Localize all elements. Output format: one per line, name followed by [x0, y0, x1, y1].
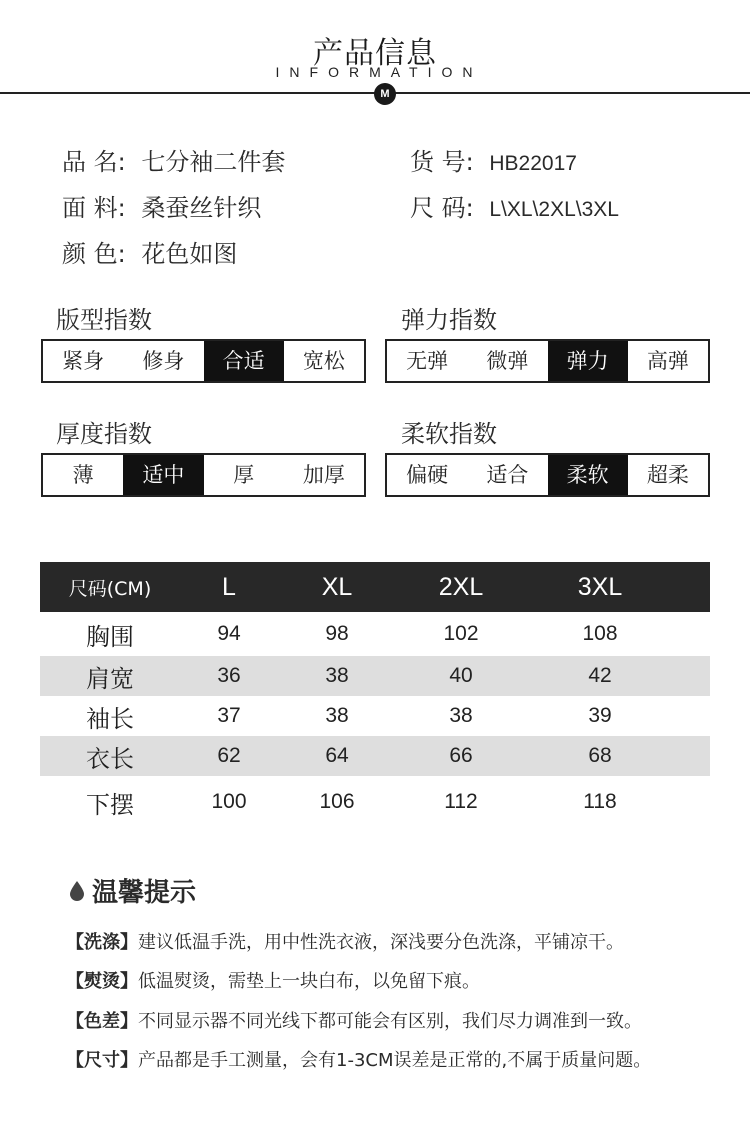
table-cell: 64	[325, 744, 349, 767]
fabric-value: 桑蚕丝针织	[141, 194, 262, 222]
elasticity-index-option: 无弹	[406, 349, 449, 373]
table-cell: 38	[449, 704, 473, 727]
row-label: 肩宽	[86, 664, 134, 693]
page-title: 产品信息	[313, 36, 437, 71]
thickness-index-option: 适中	[123, 455, 203, 495]
table-cell: 40	[449, 664, 473, 687]
size-value: L\XL\2XL\3XL	[489, 198, 619, 221]
table-cell: 39	[588, 704, 612, 727]
thickness-index-title: 厚度指数	[56, 420, 152, 448]
size-label: 尺 码:	[410, 194, 474, 222]
softness-index-scale	[385, 453, 710, 497]
table-cell: 118	[583, 790, 617, 813]
tip-key: 【色差】	[66, 1011, 138, 1032]
tips-heading	[68, 872, 196, 909]
table-row	[40, 736, 710, 776]
elasticity-index-option: 弹力	[548, 341, 628, 381]
softness-index-option: 偏硬	[406, 463, 449, 487]
size-chart-header-cell: 2XL	[438, 572, 484, 601]
color-value: 花色如图	[141, 240, 238, 268]
tip-ironing	[66, 967, 480, 993]
row-label: 下摆	[86, 790, 134, 819]
size-chart-header-cell: XL	[321, 572, 353, 601]
size-chart-header-cell: 3XL	[577, 572, 623, 601]
table-cell: 68	[588, 744, 612, 767]
table-cell: 36	[217, 664, 241, 687]
tip-key: 【尺寸】	[66, 1050, 138, 1071]
tip-washing	[66, 928, 624, 954]
size-row	[410, 188, 619, 223]
color-label: 颜 色:	[62, 240, 126, 268]
size-chart-header-cell: L	[222, 572, 236, 601]
fit-index-option: 宽松	[302, 349, 345, 373]
table-cell: 98	[325, 622, 349, 645]
table-cell: 106	[319, 790, 355, 813]
product-name-row	[62, 142, 285, 177]
table-cell: 42	[588, 664, 612, 687]
table-row	[40, 656, 710, 696]
item-number-label: 货 号:	[410, 148, 474, 176]
thickness-index-option: 加厚	[302, 463, 345, 487]
table-cell: 94	[217, 622, 241, 645]
fabric-row	[62, 188, 261, 223]
fit-index-scale	[41, 339, 366, 383]
size-chart-header	[40, 562, 710, 612]
table-row	[40, 696, 710, 736]
table-cell: 66	[449, 744, 473, 767]
tip-color-difference	[66, 1007, 642, 1033]
fit-index-option: 合适	[204, 341, 284, 381]
table-cell: 100	[211, 790, 247, 813]
softness-index-option: 超柔	[646, 463, 689, 487]
row-label: 袖长	[86, 704, 134, 733]
fit-index-option: 紧身	[62, 349, 105, 373]
tip-key: 【洗涤】	[66, 932, 138, 953]
table-cell: 38	[325, 664, 349, 687]
thickness-index-scale	[41, 453, 366, 497]
tip-key: 【熨烫】	[66, 971, 138, 992]
color-row	[62, 234, 237, 269]
tips-title: 温馨提示	[92, 878, 197, 908]
table-cell: 62	[217, 744, 241, 767]
softness-index-option: 柔软	[548, 455, 628, 495]
header-badge: M	[374, 83, 396, 105]
table-cell: 38	[325, 704, 349, 727]
tip-text: 不同显示器不同光线下都可能会有区别，我们尽力调准到一致。	[138, 1011, 642, 1032]
row-label: 衣长	[86, 744, 134, 773]
elasticity-index-option: 高弹	[646, 349, 689, 373]
item-number-value: HB22017	[489, 152, 577, 175]
water-drop-icon	[68, 880, 86, 902]
softness-index-title: 柔软指数	[401, 420, 497, 448]
tip-size	[66, 1046, 651, 1072]
product-name-value: 七分袖二件套	[141, 148, 286, 176]
elasticity-index-option: 微弹	[486, 349, 529, 373]
table-cell: 112	[444, 790, 478, 813]
row-label: 胸围	[86, 622, 134, 651]
table-cell: 102	[443, 622, 479, 645]
thickness-index-option: 薄	[72, 463, 94, 487]
size-chart-header-cell: 尺码(CM)	[68, 577, 152, 600]
size-chart-table	[40, 562, 710, 828]
softness-index-option: 适合	[486, 463, 529, 487]
page-subtitle: INFORMATION	[275, 64, 483, 80]
table-cell: 108	[582, 622, 618, 645]
tip-text: 产品都是手工测量，会有1-3CM误差是正常的,不属于质量问题。	[138, 1050, 652, 1071]
table-row	[40, 776, 710, 828]
tip-text: 建议低温手洗，用中性洗衣液，深浅要分色洗涤，平铺凉干。	[138, 932, 624, 953]
table-cell: 37	[217, 704, 241, 727]
fit-index-title: 版型指数	[56, 306, 152, 334]
elasticity-index-title: 弹力指数	[401, 306, 497, 334]
fabric-label: 面 料:	[62, 194, 126, 222]
fit-index-option: 修身	[142, 349, 185, 373]
thickness-index-option: 厚	[233, 463, 255, 487]
table-row	[40, 612, 710, 656]
elasticity-index-scale	[385, 339, 710, 383]
item-number-row	[410, 142, 577, 177]
product-name-label: 品 名:	[62, 148, 126, 176]
tip-text: 低温熨烫，需垫上一块白布，以免留下痕。	[138, 971, 480, 992]
